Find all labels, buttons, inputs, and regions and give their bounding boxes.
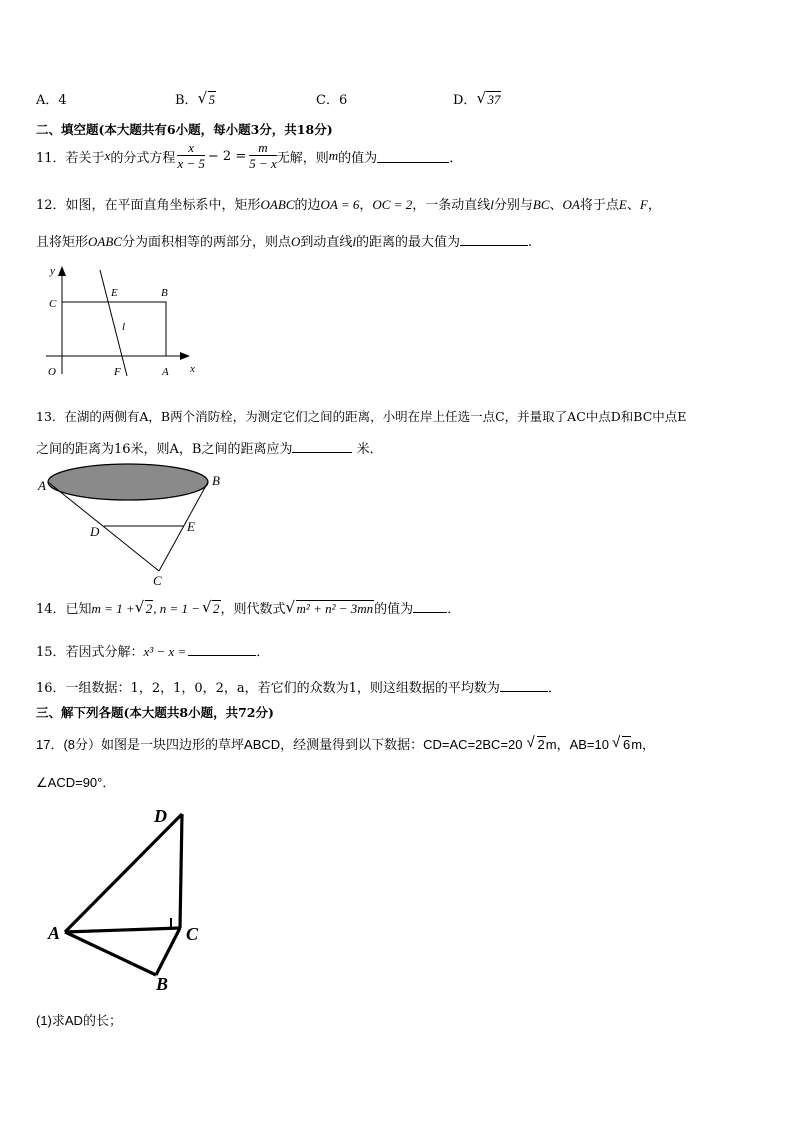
q16-text: 16．一组数据：1，2，1，0，2，a，若它们的众数为1，则这组数据的平均数为 [36,681,500,696]
label-f: F [114,366,121,378]
q11-suffix1: 无解，则 [276,150,329,166]
q14-prefix: 14．已知 [36,602,92,617]
q12-l1e: 将于点 [579,198,619,213]
figure-17-quadrilateral [44,800,214,995]
question-17-line-2: ∠ACD=90°． [36,775,116,790]
q14-end: ． [447,602,461,617]
q12-answer-blank[interactable] [460,233,528,246]
lake [48,464,208,500]
q12-f: F [639,197,648,212]
q11-frac2-den: 5 − x [249,156,277,171]
q14-n-eq: , n = 1 − [153,601,201,616]
label-a: A [48,923,61,943]
q12-oc-eq: OC = 2 [372,197,413,212]
q12-oabc: OABC [260,197,295,212]
q16-end: ． [547,681,561,696]
label-y: y [50,265,55,277]
q14-rad2-b: 2 [213,601,220,616]
q11-var-x: x [104,148,111,163]
q11-minus2: − 2 = [207,148,247,164]
line-ad [65,814,182,932]
q12-l1b: 的边 [294,198,321,213]
q11-var-m: m [328,148,339,163]
option-d: D． √ 37 [453,89,501,108]
q12-oa: OA [562,197,580,212]
line-bc [156,928,180,975]
label-a: A [162,366,169,378]
q11-end: ． [449,150,463,166]
q12-end1: ， [647,198,661,213]
line-ac [65,928,180,932]
label-o: O [48,366,56,378]
q14-answer-blank[interactable] [413,600,447,613]
q14-m-eq: m = 1 + [91,601,135,616]
label-c: C [49,298,57,310]
q12-l1a: 12．如图，在平面直角坐标系中，矩形 [36,198,261,213]
q12-l1d: 分别与 [493,198,533,213]
q11-suffix2: 的值为 [338,150,378,166]
label-b: B [156,974,169,994]
q12-o: O [290,234,301,249]
option-b-label: B． [175,93,198,108]
label-l: l [122,321,126,333]
question-16 [36,677,561,696]
question-11 [36,141,462,171]
q11-mid: 的分式方程 [110,150,176,166]
q12-comma: ， [359,198,373,213]
label-e: E [187,519,195,534]
q12-l1c: ，一条动直线 [412,198,491,213]
section-3-heading: 三、解下列各题(本大题共8小题，共72分) [36,705,274,720]
label-d: D [90,524,100,539]
q11-prefix: 11．若关于 [36,150,105,166]
option-b-radicand: 5 [208,92,216,107]
q16-answer-blank[interactable] [500,679,548,692]
q15-answer-blank[interactable] [188,643,256,656]
q15-expr: x³ − x = [143,644,187,659]
q14-suffix: 的值为 [374,602,414,617]
q11-fraction-2 [249,141,277,171]
q12-l-2: l [352,234,357,249]
question-12-line-1 [36,194,661,213]
q12-e: E [618,197,627,212]
q13-answer-blank[interactable] [292,440,352,453]
question-15 [36,641,269,660]
label-c: C [186,924,199,944]
q12-l2c: 到动直线 [300,235,353,250]
q12-l: l [490,197,494,212]
line-dc [180,814,182,928]
line-ab [65,932,156,975]
rectangle-oabc [62,302,166,356]
q11-frac1-den: x − 5 [177,156,205,171]
question-13-line-2 [36,438,383,457]
q12-l2b: 分为面积相等的两部分，则点 [121,235,291,250]
q13-l2a: 之间的距离为16米，则A，B之间的距离应为 [36,442,293,457]
q15-prefix: 15．若因式分解： [36,645,144,660]
option-d-radicand: 37 [487,92,501,107]
label-c: C [153,573,162,588]
question-13-line-1: 13．在湖的两侧有A，B两个消防栓，为测定它们之间的距离，小明在岸上任选一点C，并量取了AC中点D和BC中点E [36,409,687,424]
q12-end2: . [528,235,533,250]
question-12-line-2 [36,231,532,250]
q11-frac1-num: x [177,141,205,156]
q17-rad2: 2 [537,737,545,752]
label-b: B [212,473,220,488]
label-d: D [154,806,167,826]
q12-l2a: 且将矩形 [36,235,89,250]
q14-expr: m² + n² − 3mn [296,601,374,616]
y-axis-arrow [58,266,66,276]
question-17-line-1: 17．(8分）如图是一块四边形的草坪ABCD，经测量得到以下数据：CD=AC=2BC=20 √ 2m，AB=10 √ 6m， [36,734,656,752]
label-e: E [111,287,118,299]
q11-frac2-num: m [249,141,277,156]
q11-answer-blank[interactable] [377,150,449,163]
x-axis-arrow [180,352,190,360]
question-14: 14．已知m = 1 + √ 2, n = 1 − √ 2，则代数式 √ m² + n² − 3mn的值为 ． [36,598,461,617]
option-a: A．4 [36,93,67,108]
q13-l2b: 米． [352,442,383,457]
section-2-heading: 二、填空题(本大题共有6小题，每小题3分，共18分) [36,122,333,137]
q15-end: ． [256,645,270,660]
q14-mid: ，则代数式 [220,602,286,617]
label-b: B [161,287,168,299]
question-17-part-1: (1)求AD的长； [36,1013,122,1028]
q12-l2d: 的距离的最大值为 [356,235,461,250]
q17-rad6: 6 [622,737,631,752]
q12-oa-eq: OA = 6 [320,197,360,212]
label-a: A [38,478,46,493]
q17-mid: m，AB=10 [545,737,609,752]
label-x: x [190,363,195,375]
q12-oabc-2: OABC [88,234,122,249]
figure-13-lake-diagram [36,460,236,588]
q17-prefix: 17．(8分）如图是一块四边形的草坪ABCD，经测量得到以下数据：CD=AC=2BC=20 [36,737,523,752]
option-c: C．6 [316,93,348,108]
option-b: B． √ 5 [175,89,216,108]
option-d-label: D． [453,93,477,108]
q14-rad2-a: 2 [145,601,153,616]
q12-dun: 、 [549,198,563,213]
q12-dun-2: 、 [626,198,640,213]
q17-end: m， [631,737,656,752]
q12-bc: BC [532,197,550,212]
figure-12-coordinate-diagram [40,262,200,382]
q11-fraction-1 [177,141,205,171]
